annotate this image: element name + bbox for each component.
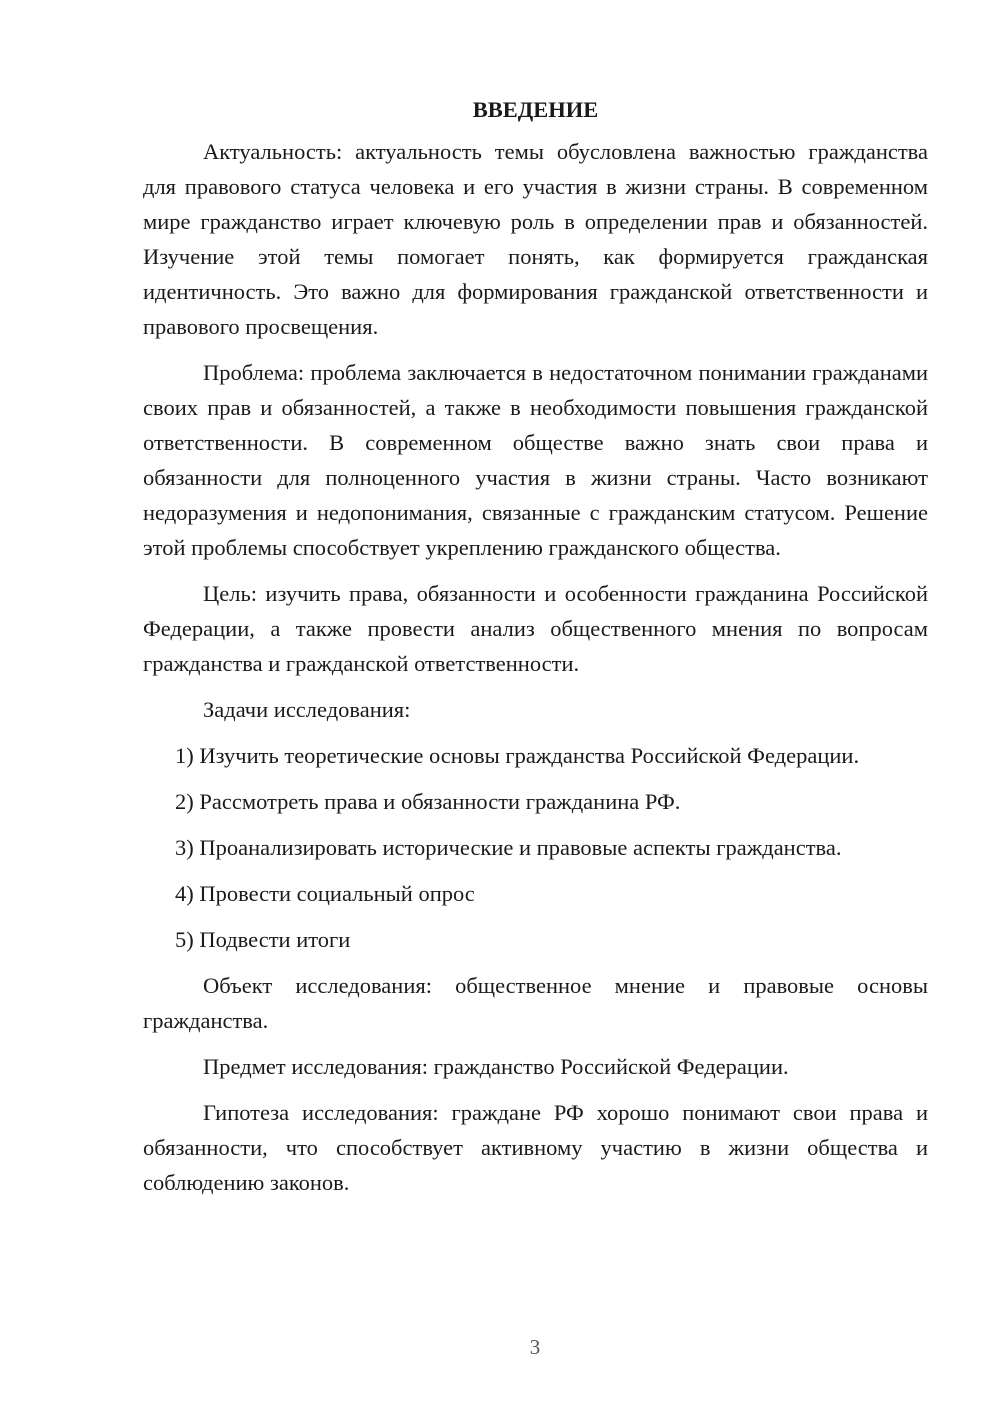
task-item: 5) Подвести итоги <box>175 927 351 952</box>
object-paragraph: Объект исследования: общественное мнение и правовые основы гражданства. <box>143 973 928 1033</box>
hypothesis-paragraph: Гипотеза исследования: граждане РФ хорошо понимают свои права и обязанности, что способствует активному участию в жизни общества и соблюдению законов. <box>143 1100 928 1195</box>
task-item: 4) Провести социальный опрос <box>175 881 475 906</box>
tasks-list <box>143 738 928 957</box>
subject-paragraph: Предмет исследования: гражданство Российской Федерации. <box>203 1054 789 1079</box>
document-body <box>143 92 928 1211</box>
tasks-heading: Задачи исследования: <box>203 697 411 722</box>
section-title: ВВЕДЕНИЕ <box>472 97 599 122</box>
relevance-paragraph: Актуальность: актуальность темы обусловлена важностью гражданства для правового статуса человека и его участия в жизни страны. В современном мире гражданство играет ключевую роль в определении прав и обязанностей. Изучение этой темы помогает понять, как формируется гражданская идентичность. Это важно для формирования гражданской ответственности и правового просвещения. <box>143 139 928 339</box>
goal-paragraph: Цель: изучить права, обязанности и особенности гражданина Российской Федерации, а также провести анализ общественного мнения по вопросам гражданства и гражданской ответственности. <box>143 581 928 676</box>
task-item: 2) Рассмотреть права и обязанности гражданина РФ. <box>175 789 681 814</box>
problem-paragraph: Проблема: проблема заключается в недостаточном понимании гражданами своих прав и обязанностей, а также в необходимости повышения гражданской ответственности. В современном обществе важно знать свои права и обязанности для полноценного участия в жизни страны. Часто возникают недоразумения и недопонимания, связанные с гражданским статусом. Решение этой проблемы способствует укреплению гражданского общества. <box>143 360 928 560</box>
page-number: 3 <box>529 1335 541 1359</box>
task-item: 1) Изучить теоретические основы гражданства Российской Федерации. <box>175 743 860 768</box>
task-item: 3) Проанализировать исторические и правовые аспекты гражданства. <box>175 835 842 860</box>
